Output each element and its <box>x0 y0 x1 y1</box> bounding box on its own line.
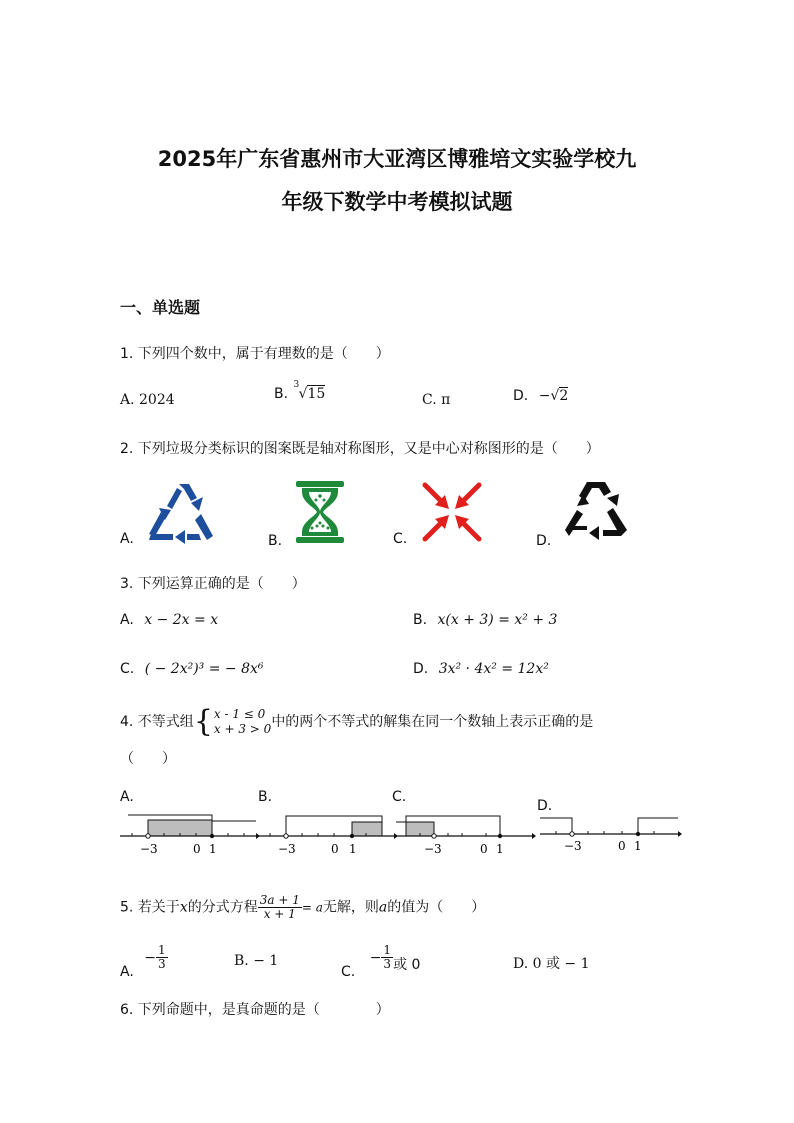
number-line-a <box>120 812 260 858</box>
q4-option-d-label: D. <box>537 798 553 814</box>
q1-option-b: B. 3 √15 <box>274 380 326 402</box>
tick-label-1: 1 <box>209 842 217 856</box>
q4-option-c-label: C. <box>392 789 407 805</box>
arrows-converging-red-icon <box>421 481 483 543</box>
tick-label-neg3: −3 <box>564 839 582 853</box>
q2-option-a-label: A. <box>120 531 134 547</box>
number-line-c <box>396 812 536 858</box>
number-line-d <box>540 812 682 858</box>
q5-option-c: C. − $\frac{1}{3}$ 或 0 <box>341 943 421 980</box>
question-4-stem-line2: （ ） <box>120 751 176 767</box>
q3-option-d: D. 3x² · 4x² = 12x² <box>413 661 549 677</box>
tick-label-1: 1 <box>634 839 642 853</box>
q3-option-b: B. x(x + 3) = x² + 3 <box>413 612 558 628</box>
tick-label-1: 1 <box>349 842 357 856</box>
q1-option-a: A. 2024 <box>120 392 175 408</box>
tick-label-0: 0 <box>480 842 488 856</box>
q4-option-a-label: A. <box>120 789 134 805</box>
tick-label-1: 1 <box>496 842 504 856</box>
tick-label-0: 0 <box>193 842 201 856</box>
q2-option-c-label: C. <box>393 531 408 547</box>
q5-option-d: D. 0 或 − 1 <box>513 956 590 972</box>
question-6-stem: 6. 下列命题中，是真命题的是（ ） <box>120 1002 390 1018</box>
inequality-system: { x - 1 ≤ 0 x + 3 > 0 <box>193 704 272 739</box>
question-2-stem: 2. 下列垃圾分类标识的图案既是轴对称图形，又是中心对称图形的是（ ） <box>120 441 600 457</box>
question-1-stem: 1. 下列四个数中，属于有理数的是（ ） <box>120 346 390 362</box>
tick-label-0: 0 <box>618 839 626 853</box>
recycle-triangle-black-icon <box>563 478 629 540</box>
exam-title-line1: 2025年广东省惠州市大亚湾区博雅培文实验学校九 <box>157 147 637 171</box>
q1-option-c: C. π <box>422 392 451 408</box>
exam-title-line2: 年级下数学中考模拟试题 <box>281 190 513 214</box>
recycle-triangle-blue-icon <box>145 480 217 544</box>
shaded-region <box>352 822 382 836</box>
number-line-b <box>258 812 398 858</box>
neg-sqrt-2: −√2 <box>538 388 569 404</box>
question-4-stem: 4. 不等式组 { x - 1 ≤ 0 x + 3 > 0 中的两个不等式的解集在同一个数轴上表示正确的是 <box>120 704 594 739</box>
q2-option-d-label: D. <box>536 533 552 549</box>
q2-option-b-label: B. <box>268 533 283 549</box>
q5-option-a: A. − $\frac{1}{3}$ <box>120 943 166 980</box>
fraction-equation-lhs: $\frac{3a + 1}{x + 1}$ <box>259 893 300 921</box>
question-5-stem: 5. 若关于x的分式方程 $\frac{3a + 1}{x + 1}$ = a无解，则a的值为（ ） <box>120 893 486 921</box>
tick-label-neg3: −3 <box>278 842 296 856</box>
tick-label-0: 0 <box>331 842 339 856</box>
tick-label-neg3: −3 <box>424 842 442 856</box>
hourglass-green-icon <box>294 480 346 544</box>
q1-option-d: D. −√2 <box>513 388 569 404</box>
cube-root-15: 3 √15 <box>293 380 326 402</box>
q4-option-b-label: B. <box>258 789 273 805</box>
question-3-stem: 3. 下列运算正确的是（ ） <box>120 576 306 592</box>
q3-option-c: C. ( − 2x²)³ = − 8x⁶ <box>120 661 264 677</box>
q3-option-a: A. x − 2x = x <box>120 612 219 628</box>
tick-label-neg3: −3 <box>140 842 158 856</box>
q5-option-b: B. − 1 <box>234 953 279 969</box>
section-heading: 一、单选题 <box>120 298 201 317</box>
